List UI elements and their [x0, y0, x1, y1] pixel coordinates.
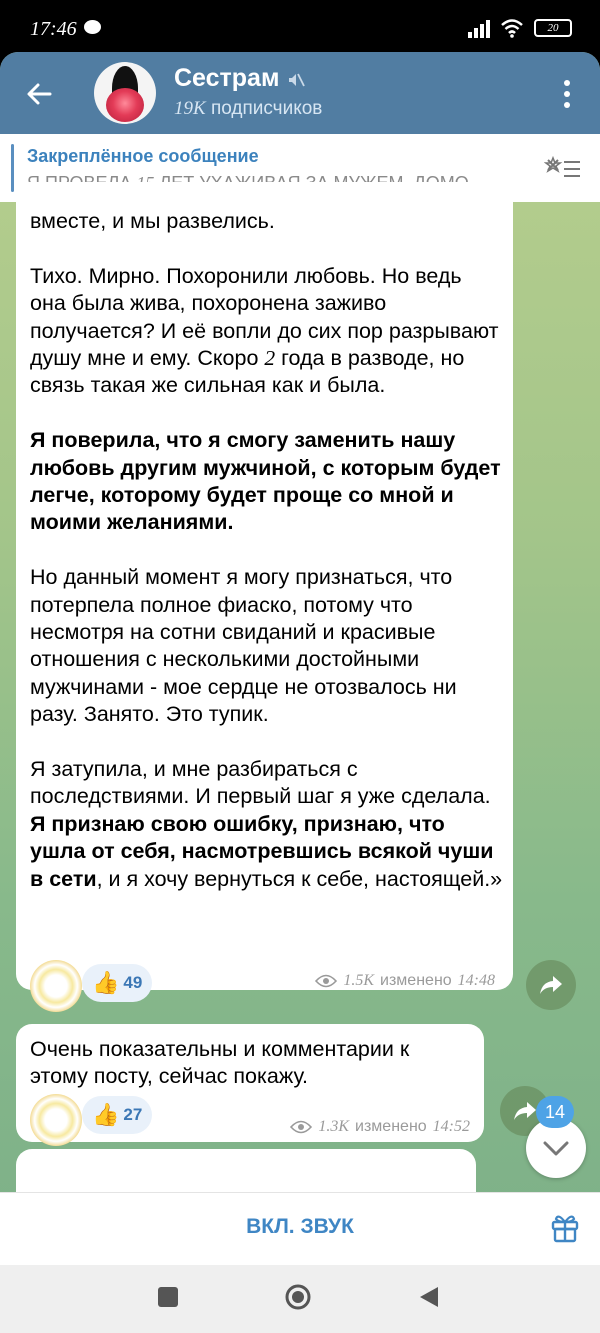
- message-time: 14:52: [432, 1118, 470, 1135]
- status-bar: [0, 0, 600, 60]
- gift-icon[interactable]: [550, 1211, 580, 1243]
- eye-icon: [290, 1120, 312, 1134]
- reaction-count: 27: [123, 1105, 143, 1124]
- message-meta: 1.3K изменено 14:52: [290, 1118, 470, 1136]
- thumbs-up-icon: 👍: [92, 1102, 120, 1127]
- more-options-icon[interactable]: [564, 80, 572, 108]
- pinned-title: Закреплённое сообщение: [27, 146, 259, 166]
- home-icon[interactable]: [284, 1283, 312, 1311]
- message-meta: 1.5K изменено 14:48: [315, 972, 495, 990]
- message-text: вместе, и мы развелись. Тихо. Мирно. Похоронили любовь. Но ведь она была жива, похоронена заживо получается? И её вопли до сих пор разрывают душу мне и ему. Скоро 2 года в разводе, но связь такая же сильная как и была. Я поверила, что я смогу заменить нашу любовь другим мужчиной, с которым будет легче, которому будет проще со мной и моими желаниями. Но данный момент я могу признаться, что потерпела полное фиаско, потому что несмотря на сотни свиданий и красивые отношения с несколькими достойными мужчинами - мое сердце не отозвалось ни разу. Занято. Это тупик. Я затупила, и мне разбираться с последствиями. И первый шаг я уже сделала. Я признаю свою ошибку, признаю, что ушла от себя, насмотревшись всякой чуши в сети, и я хочу вернуться к себе, настоящей.»: [30, 209, 503, 891]
- status-time: 17:46: [30, 18, 77, 40]
- message-text: Очень показательны и комментарии к этому посту, сейчас покажу.: [30, 1037, 410, 1089]
- pinned-indicator: [11, 144, 14, 192]
- sparkle-effect: [30, 960, 82, 1012]
- view-count: 1.3K: [318, 1118, 350, 1135]
- subscribers-count: 19K подписчиков: [174, 98, 323, 119]
- message-bubble[interactable]: [16, 182, 513, 995]
- back-arrow-icon[interactable]: [20, 74, 60, 114]
- status-icons: [468, 18, 572, 38]
- message-time: 14:48: [457, 972, 495, 989]
- signal-icon: [468, 18, 490, 38]
- battery-icon: 20: [534, 19, 572, 37]
- thumbs-up-icon: 👍: [92, 970, 120, 995]
- eye-icon: [315, 974, 337, 988]
- wifi-icon: [500, 18, 524, 38]
- telegram-channel-screen: [0, 52, 600, 1265]
- muted-speaker-icon: [286, 70, 306, 90]
- share-arrow-icon: [538, 974, 564, 996]
- view-count: 1.5K: [343, 972, 375, 989]
- message-bubble[interactable]: [16, 1024, 484, 1142]
- unmute-button[interactable]: ВКЛ. ЗВУК: [246, 1215, 354, 1238]
- channel-title[interactable]: Сестрам: [174, 64, 280, 92]
- channel-avatar[interactable]: [94, 62, 156, 124]
- recent-apps-icon[interactable]: [158, 1287, 178, 1307]
- pinned-list-icon[interactable]: [544, 154, 582, 184]
- reaction-like[interactable]: [82, 964, 152, 1002]
- system-nav-bar: [0, 1265, 600, 1333]
- bottom-bar: [0, 1192, 600, 1265]
- sparkle-effect: [30, 1094, 82, 1146]
- reaction-like[interactable]: [82, 1096, 152, 1134]
- notification-icon: [84, 20, 101, 34]
- share-button[interactable]: [526, 960, 576, 1010]
- reaction-count: 49: [123, 973, 143, 992]
- unread-count-badge: 14: [536, 1096, 574, 1128]
- channel-header: [0, 52, 600, 134]
- back-triangle-icon[interactable]: [418, 1285, 440, 1309]
